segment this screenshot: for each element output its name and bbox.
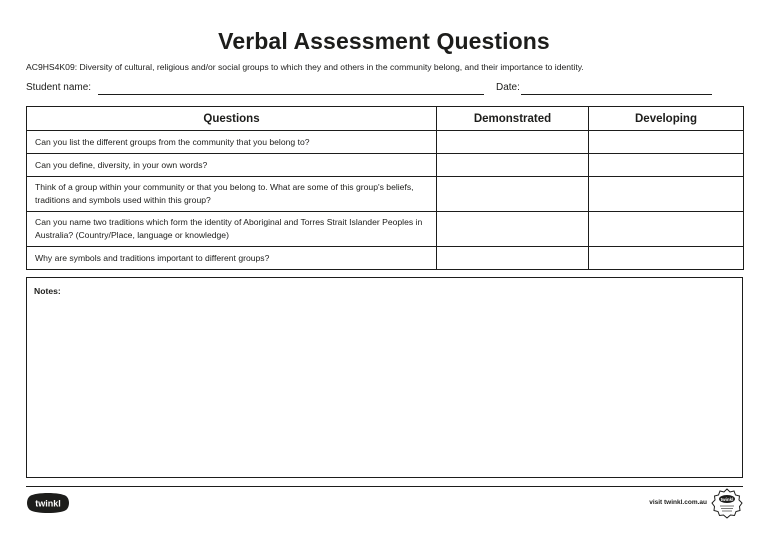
table-row — [27, 212, 744, 247]
question-cell: Can you list the different groups from the community that you belong to? — [27, 131, 437, 154]
page-title: Verbal Assessment Questions — [218, 28, 550, 54]
student-name-label: Student name: — [26, 82, 92, 93]
developing-cell[interactable] — [589, 247, 744, 270]
date-label: Date: — [496, 82, 520, 93]
date-field[interactable] — [521, 94, 712, 95]
demonstrated-cell[interactable] — [437, 131, 589, 154]
quality-badge-icon — [711, 488, 743, 520]
logo-wordmark: twinkl — [35, 498, 61, 509]
table-row — [27, 154, 744, 177]
developing-cell[interactable] — [589, 154, 744, 177]
demonstrated-cell[interactable] — [437, 247, 589, 270]
column-header-questions: Questions — [27, 107, 437, 131]
column-header-developing: Developing — [589, 107, 744, 131]
footer-divider — [26, 486, 743, 487]
table-row — [27, 131, 744, 154]
developing-cell[interactable] — [589, 212, 744, 247]
question-cell: Why are symbols and traditions important to different groups? — [27, 247, 437, 270]
notes-label: Notes: — [34, 286, 61, 296]
developing-cell[interactable] — [589, 131, 744, 154]
twinkl-logo — [26, 492, 70, 514]
curriculum-code-text: AC9HS4K09: Diversity of cultural, religious and/or social groups to which they and others in the community belong, and their importance to identity. — [26, 62, 584, 72]
developing-cell[interactable] — [589, 177, 744, 212]
demonstrated-cell[interactable] — [437, 212, 589, 247]
notes-area[interactable] — [26, 277, 743, 478]
table-row — [27, 177, 744, 212]
table-header-row — [27, 107, 744, 131]
demonstrated-cell[interactable] — [437, 177, 589, 212]
question-cell: Can you define, diversity, in your own words? — [27, 154, 437, 177]
assessment-table — [26, 106, 744, 270]
question-cell: Think of a group within your community or that you belong to. What are some of this group's beliefs, traditions and symbols used within this group? — [27, 177, 437, 212]
student-name-field[interactable] — [98, 94, 484, 95]
footer-url[interactable]: visit twinkl.com.au — [649, 499, 707, 506]
badge-wordmark: twinkl — [720, 496, 734, 502]
demonstrated-cell[interactable] — [437, 154, 589, 177]
column-header-demonstrated: Demonstrated — [437, 107, 589, 131]
question-cell: Can you name two traditions which form the identity of Aboriginal and Torres Strait Islander Peoples in Australia? (Country/Place, language or knowledge) — [27, 212, 437, 247]
table-row — [27, 247, 744, 270]
